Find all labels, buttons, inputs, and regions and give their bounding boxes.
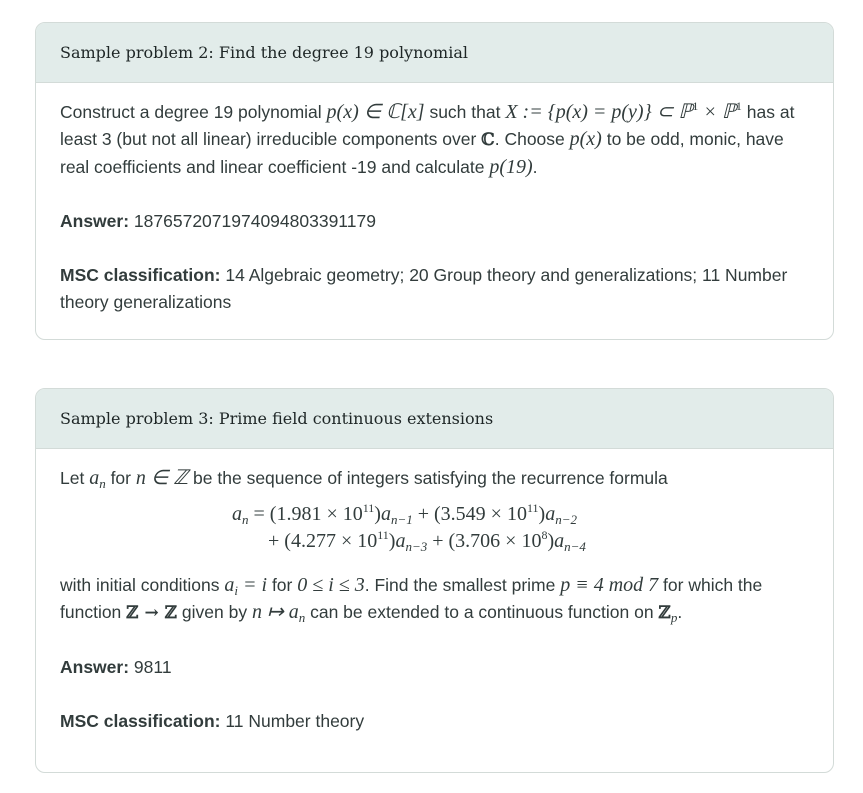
answer-value: 1876572071974094803391179 (133, 211, 376, 231)
msc-value: 14 Algebraic geometry; 20 Group theory and generalizations; 11 Number theory generalizations (60, 265, 788, 312)
math-expression: p(x) (569, 128, 602, 150)
problem-body (36, 83, 833, 316)
answer-line: Answer: 9811 (60, 657, 172, 677)
answer-label: Answer (60, 211, 124, 231)
math-expression: p(19) (489, 156, 533, 178)
math-expression: X := {p(x) = p(y)} ⊂ ℙ$^1$ × ℙ$^1$ (505, 99, 742, 123)
problem-statement: Construct a degree 19 polynomial p(x) ∈ ℂ[x] such that X := {p(x) = p(y)} ⊂ ℙ$^1$ × ℙ$^1$ has at least 3 (but not all linear) irreducible components over ℂ. Choose p(x) to be odd, monic, have real coefficients and linear coefficient -19 and calculate p(19). (60, 99, 795, 178)
msc-line: MSC classification: 14 Algebraic geometry; 20 Group theory and generalizations; 11 Number theory generalizations (60, 265, 788, 312)
math-expression: ℂ (481, 130, 495, 150)
problem-card-3 (35, 388, 834, 773)
problem-body (36, 449, 833, 735)
msc-line: MSC classification: 11 Number theory (60, 711, 365, 731)
equation-line-1: $a_n = (1.981 \times 10^{11})a_{n-1} + (3.549 \times 10^{11})a_{n-2}$ (232, 501, 577, 527)
equation-line-2: + $(4.277 \times 10^{11})a_{n-3} + (3.706 \times 10^8)a_{n-4}$ (268, 528, 586, 554)
answer-line: Answer: 1876572071974094803391179 (60, 211, 376, 231)
math-expression: n ∈ ℤ (135, 467, 189, 489)
answer-label: Answer (60, 657, 124, 677)
math-expression: p(x) ∈ ℂ[x] (326, 101, 425, 123)
msc-label: MSC classification (60, 265, 215, 285)
problem-statement: Let $a_n$ for n ∈ ℤ be the sequence of integers satisfying the recurrence formula (60, 467, 668, 491)
math-expression: ℤ → ℤ (126, 603, 178, 623)
recurrence-equation (60, 501, 809, 555)
math-expression: $a_i = i$ (224, 574, 268, 598)
math-expression: 0 ≤ i ≤ 3 (297, 574, 365, 596)
problem-title: Sample problem 2: Find the degree 19 polynomial (36, 23, 833, 83)
problem-title: Sample problem 3: Prime field continuous extensions (36, 389, 833, 449)
math-expression: n ↦ $a_n$ (251, 601, 306, 625)
problem-card-2 (35, 22, 834, 340)
math-expression: $a_n$ (89, 467, 106, 491)
problem-statement-2: with initial conditions $a_i = i$ for 0 ≤ i ≤ 3. Find the smallest prime p ≡ 4 mod 7 for which the function ℤ → ℤ given by n ↦ $a_n$ can be extended to a continuous function on ℤ$_p$. (60, 574, 763, 625)
msc-label: MSC classification (60, 711, 215, 731)
msc-value: 11 Number theory (225, 711, 365, 731)
math-expression: ℤ$_p$ (658, 603, 678, 625)
math-expression: p ≡ 4 mod 7 (560, 574, 659, 596)
answer-value: 9811 (133, 657, 172, 677)
